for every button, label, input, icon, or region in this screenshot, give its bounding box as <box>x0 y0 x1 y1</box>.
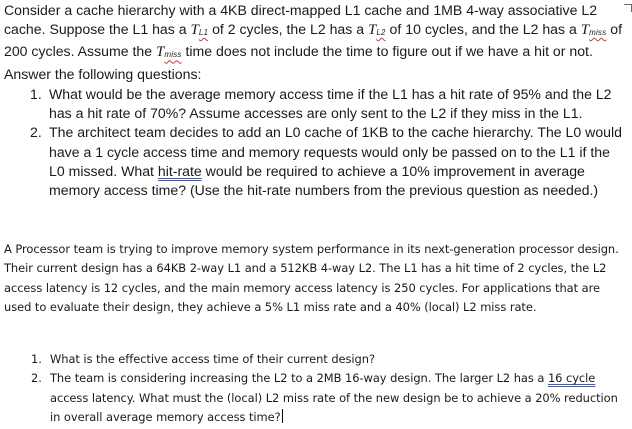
t-miss-symbol: T <box>580 22 590 39</box>
list-number: 2. <box>30 124 42 141</box>
question-text: What is the effective access time of their current design? <box>50 352 375 366</box>
list-number: 1. <box>30 86 42 102</box>
question-list-1 <box>30 85 624 200</box>
list-item <box>31 369 624 427</box>
t-l2-subscript: L2 <box>376 28 386 38</box>
intro-text-5: time does not include the time to figure out if we have a hit or not. Answer the following questions: <box>4 43 593 82</box>
list-number: 1. <box>31 352 42 366</box>
list-item <box>31 350 624 369</box>
question-text: What would be the average memory access time if the L1 has a hit rate of 95% and the L2 has a hit rate of 70%? Assume accesses are only sent to the L2 if they miss in the L1. <box>49 86 612 122</box>
list-item <box>30 85 624 123</box>
t-miss-subscript: miss <box>589 28 607 38</box>
intro-text-3: of 10 cycles, and the L2 has a <box>385 21 581 38</box>
question-text-b: would be required to achieve a 10% improvement in average memory access time? (Use the hit-rate numbers from the previous question as needed.) <box>49 162 599 199</box>
intro-text-1: Consider a cache hierarchy with a 4KB direct-mapped L1 cache and 1MB 4-way associative L2 cache. Suppose the L1 has a <box>4 2 598 38</box>
question-list-2 <box>31 350 624 428</box>
t-miss-subscript-2: miss <box>164 50 182 60</box>
t-l2-symbol: T <box>367 22 377 39</box>
t-l1-subscript: L1 <box>198 28 209 38</box>
intro-text-4: of 200 cycles. Assume the <box>4 21 622 60</box>
grammar-flagged-word: hit-rate <box>157 162 202 179</box>
intro-paragraph <box>4 1 628 84</box>
list-item <box>30 123 624 200</box>
t-miss-symbol-2: T <box>155 44 165 61</box>
question-text-a: The architect team decides to add an L0 cache of 1KB to the cache hierarchy. The L0 would have a 1 cycle access time and memory requests would only be passed on to the L1 if the L0 missed. What <box>49 124 622 179</box>
text-cursor[interactable] <box>282 409 283 423</box>
question-text-a: The team is considering increasing the L2 to a 2MB 16-way design. The larger L2 has a <box>50 371 548 386</box>
processor-paragraph: A Processor team is trying to improve memory system performance in its next-generation processor design. Their current design has a 64KB 2-way L1 and a 512KB 4-way L2. The L1 has a hit time of 2 cycles, the L2 access latency is 12 cycles, and the main memory access latency is 250 cycles. For applications that are used to evaluate their design, they achieve a 5% L1 miss rate and a 40% (local) L2 miss rate. <box>4 242 619 315</box>
question-text-b: access latency. What must the (local) L2 miss rate of the new design be to achieve a 20% reduction in overall average memory access time? <box>50 390 618 425</box>
t-l1-symbol: T <box>190 22 199 39</box>
grammar-flagged-phrase: 16 cycle <box>547 371 596 386</box>
intro-text-2: of 2 cycles, the L2 has a <box>208 21 368 38</box>
list-number: 2. <box>31 371 42 386</box>
